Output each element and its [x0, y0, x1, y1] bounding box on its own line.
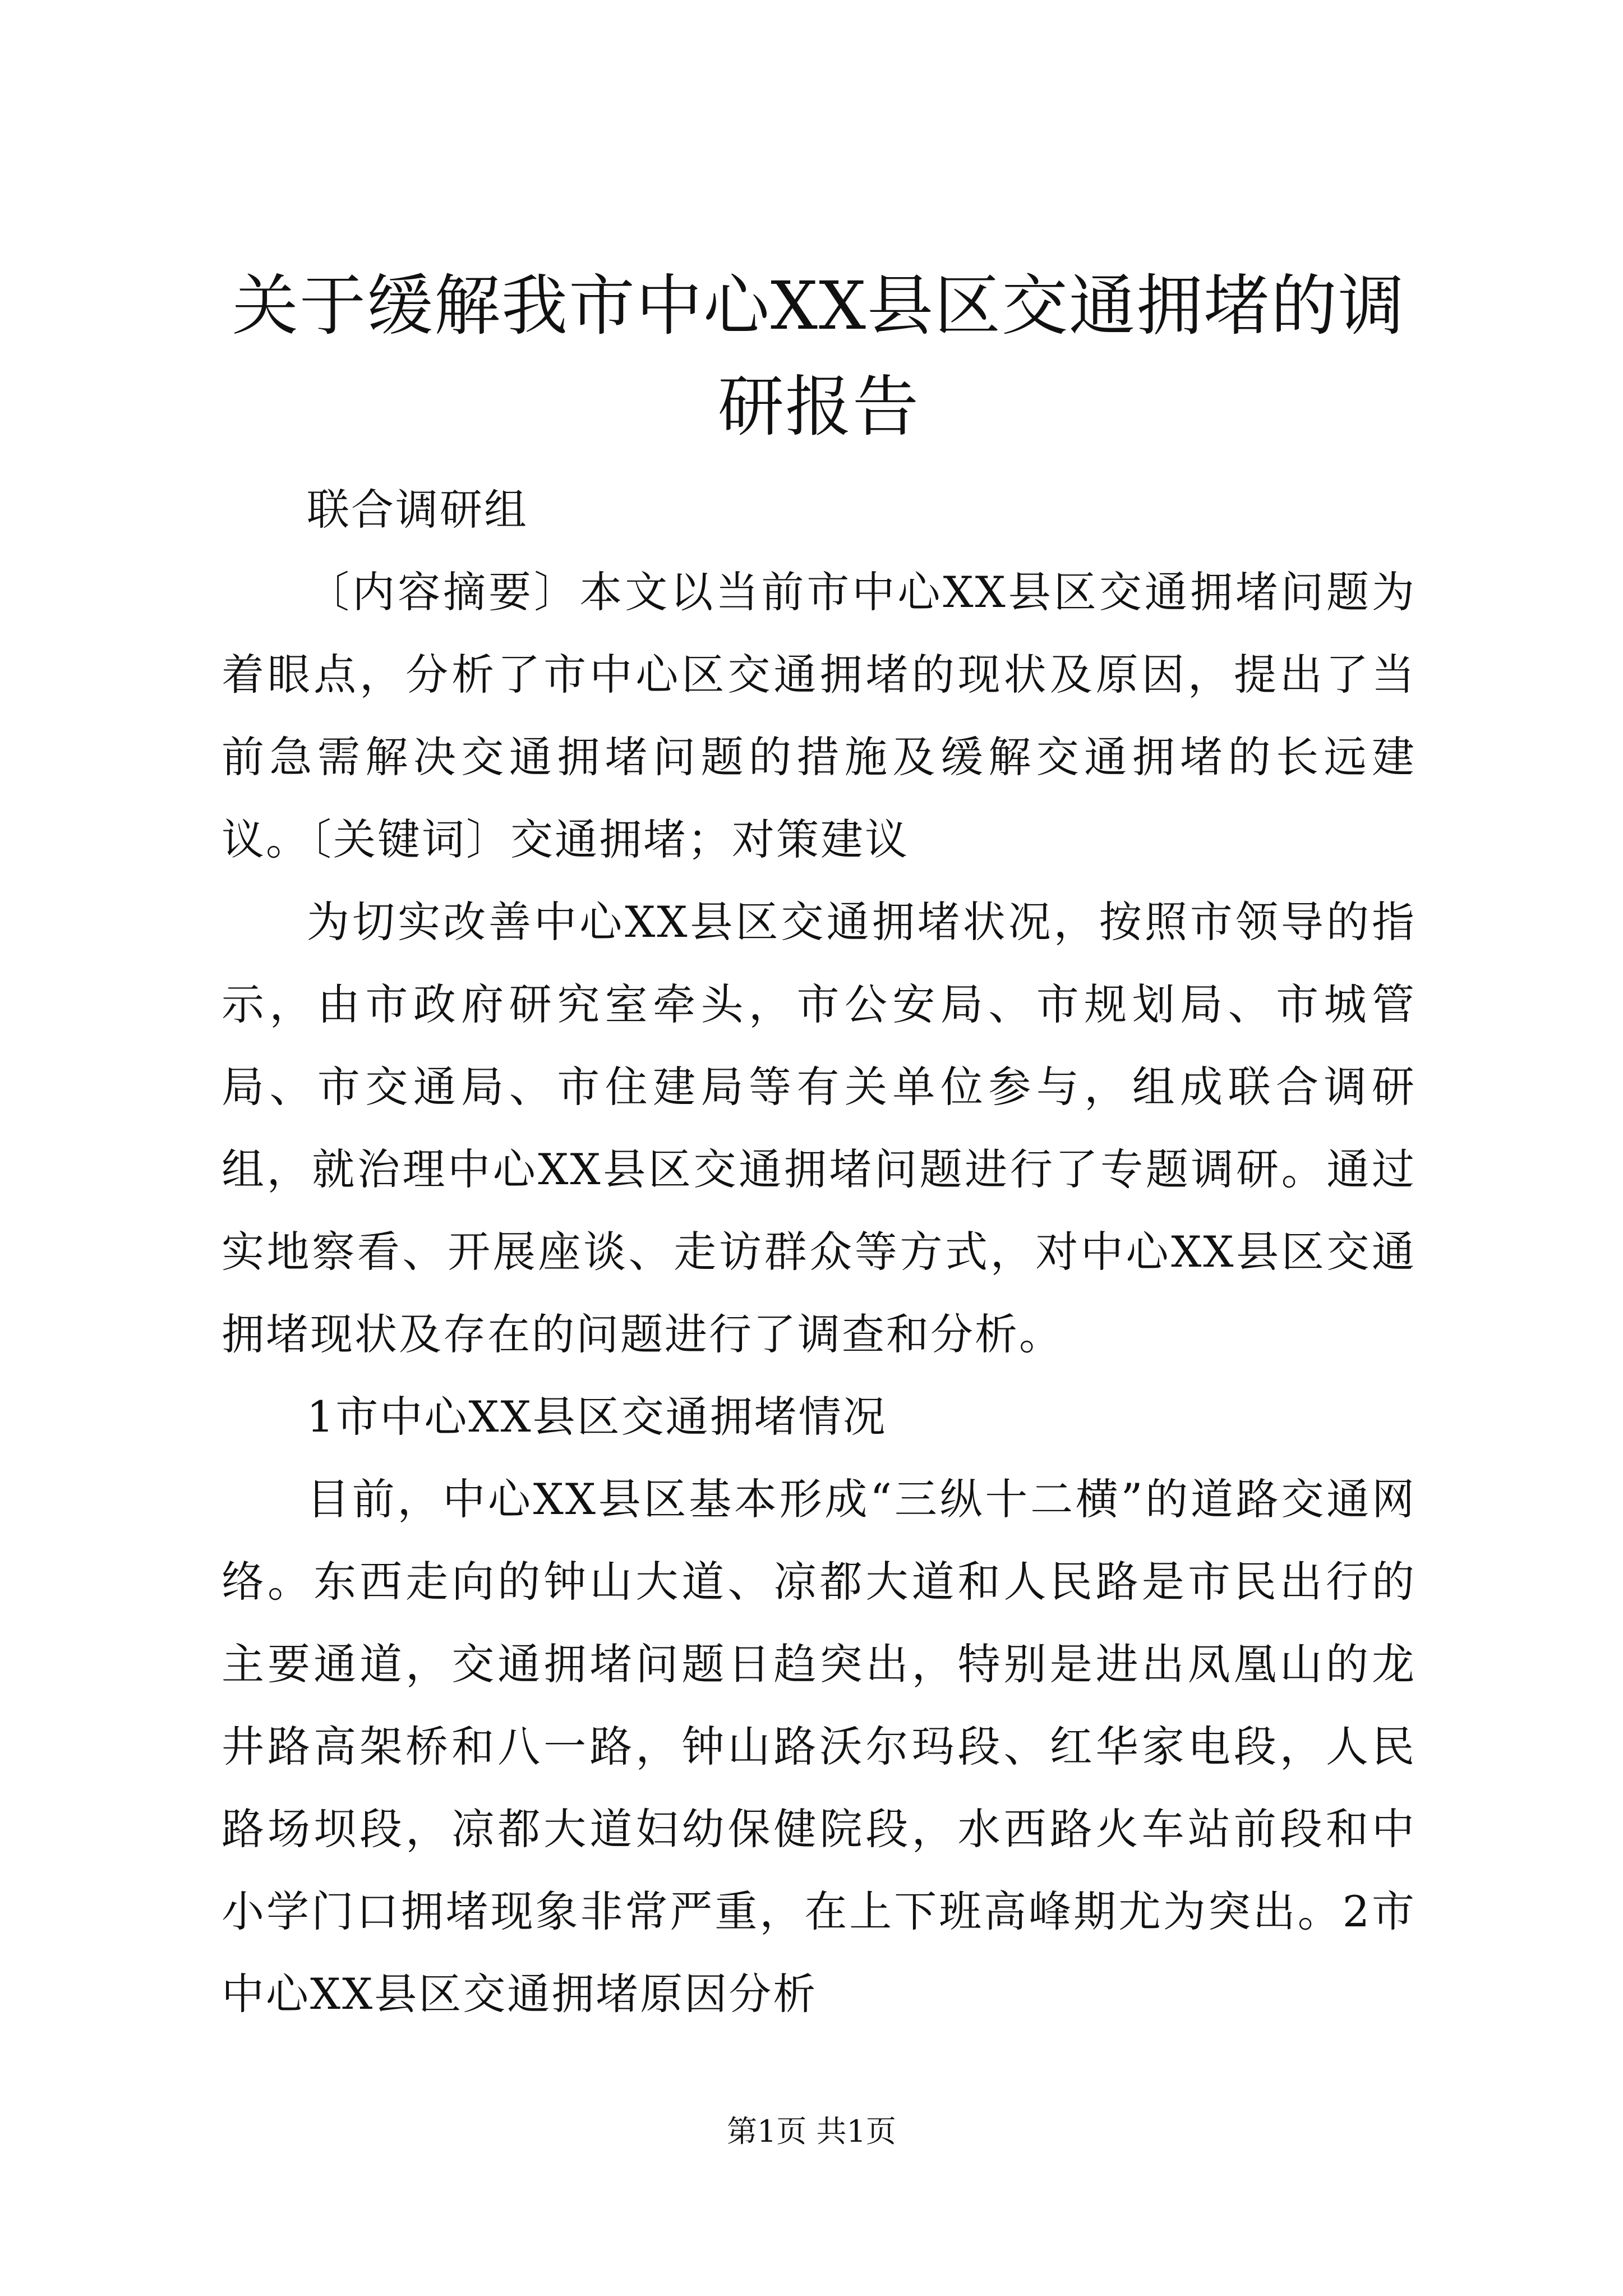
page-number-footer: 第1页 共1页: [727, 2114, 896, 2149]
document-body: [222, 468, 1416, 2035]
section-1-heading: 1市中心XX县区交通拥堵情况: [307, 1392, 887, 1442]
author-line: 联合调研组: [307, 485, 528, 535]
abstract-paragraph: 〔内容摘要〕本文以当前市中心XX县区交通拥堵问题为着眼点，分析了市中心区交通拥堵的现状及原因，提出了当前急需解决交通拥堵问题的措施及缓解交通拥堵的长远建议。〔关键词〕交通拥堵；对策建议: [222, 567, 1416, 864]
document-title: 关于缓解我市中心XX县区交通拥堵的调研报告: [232, 267, 1405, 445]
section-1-paragraph: 目前，中心XX县区基本形成“三纵十二横”的道路交通网络。东西走向的钟山大道、凉都大道和人民路是市民出行的主要通道，交通拥堵问题日趋突出，特别是进出凤凰山的龙井路高架桥和八一路，钟山路沃尔玛段、红华家电段，人民路场坝段，凉都大道妇幼保健院段，水西路火车站前段和中小学门口拥堵现象非常严重，在上下班高峰期尤为突出。2市中心XX县区交通拥堵原因分析: [222, 1474, 1416, 2019]
intro-paragraph: 为切实改善中心XX县区交通拥堵状况，按照市领导的指示，由市政府研究室牵头，市公安局、市规划局、市城管局、市交通局、市住建局等有关单位参与，组成联合调研组，就治理中心XX县区交通拥堵问题进行了专题调研。通过实地察看、开展座谈、走访群众等方式，对中心XX县区交通拥堵现状及存在的问题进行了调查和分析。: [222, 897, 1416, 1359]
